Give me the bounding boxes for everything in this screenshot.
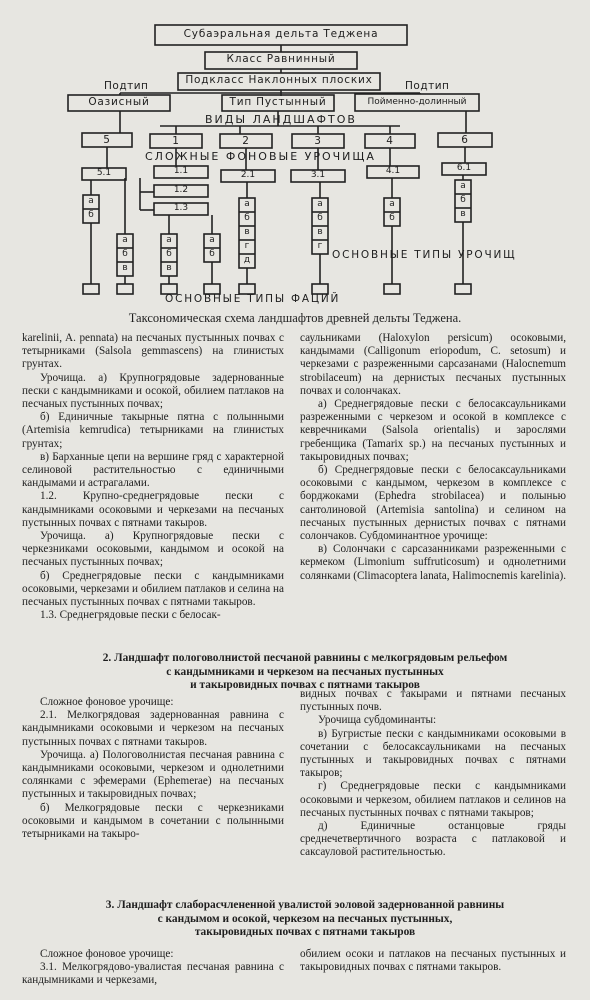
paragraph: г) Среднегрядовые пески с кандымниками осоковыми и черкезом, обилием патлаков и селинов на песчаных пустынных почвах с пятнами такыров; (300, 780, 566, 819)
subclass-box: Подкласс Наклонных плоских (185, 74, 373, 86)
type-oasis-box: Оазисный (88, 96, 150, 108)
tract-letter: а (244, 199, 250, 209)
species-label: ВИДЫ ЛАНДШАФТОВ (205, 113, 357, 126)
main-facies-label: ОСНОВНЫЕ ТИПЫ ФАЦИЙ (165, 293, 341, 305)
paragraph: Урочища. а) Крупногрядовые задернованные пески с кандымниками и осокой, обилием патлаков на песчаных пустынных почвах; (22, 371, 284, 411)
paragraph: б) Среднегрядовые пески с кандымниками осоковыми, черкезами и обилием патлаков и селина на песчаных пустынных почвах с пятнами такыров. (22, 569, 284, 609)
tract-letter: б (389, 213, 395, 223)
subtype-left-label: Подтип (104, 80, 149, 92)
tract-letter: в (166, 263, 172, 273)
tract-letter: г (244, 241, 250, 251)
heading-line: 3. Ландшафт слаборасчлененной увалистой эоловой задернованной равнины (105, 899, 505, 911)
tract-letter: в (317, 227, 323, 237)
paragraph: д) Единичные останцовые гряды среднечетвертичного возраста с патлаковой и саксауловой растительностью. (300, 820, 566, 859)
main-tract-label: ОСНОВНЫЕ ТИПЫ УРОЧИЩ (332, 249, 517, 261)
complex-2-1: 2.1 (240, 170, 256, 180)
tract-letter: б (244, 213, 250, 223)
tract-letter: б (460, 195, 466, 205)
tract-letter: а (166, 235, 172, 245)
tract-letter: а (317, 199, 323, 209)
figure-caption: Таксономическая схема ландшафтов древней дельты Теджена. (128, 311, 462, 325)
taxonomy-diagram (0, 0, 590, 305)
tract-letter: а (88, 196, 94, 206)
paragraph: Урочища. а) Пологоволнистая песчаная равнина с кандымниками осоковыми, черкезом и однолетними солянками с эфемерами (Ephemerae) на песчаных пустынных и такыровидных почвах; (22, 748, 284, 801)
complex-5-1: 5.1 (96, 168, 112, 178)
species-6: 6 (461, 134, 469, 146)
text-column-left (22, 332, 284, 622)
paragraph: в) Барханные цепи на вершине гряд с характерной селиновой растительностью с единичными кандымами и астрагалами. (22, 450, 284, 490)
heading-line: с кандымом и осокой, черкезом на песчаных пустынных, (157, 912, 453, 925)
tract-letter: в (460, 209, 466, 219)
type-desert-box: Тип Пустынный (229, 96, 327, 108)
tract-letter: д (243, 255, 251, 265)
species-4: 4 (386, 135, 394, 147)
species-1: 1 (172, 135, 180, 147)
heading-line: такыровидных почвах с пятнами такыров (194, 926, 416, 939)
species-3: 3 (314, 135, 322, 147)
subtype-right-label: Подтип (405, 80, 450, 92)
tract-letter: г (317, 241, 323, 251)
paragraph: б) Мелкогрядовые пески с черкезниками осоковыми и кандымом в сочетании с полынными тетырниками на такыро- (22, 801, 284, 841)
paragraph: саульниками (Haloxylon persicum) осоковыми, кандымами (Calligonum eriopodum, C. setosum) и черкезами с разреженными сарсазанами (Halocnemum strobilaceum) на дернистых песчаных пустынных почвах и солончаках. (300, 332, 566, 397)
tract-letter: б (317, 213, 323, 223)
tract-letter: в (122, 263, 128, 273)
complex-1-3: 1.3 (173, 203, 189, 213)
text-column-right (300, 332, 566, 583)
tract-letter: б (122, 249, 128, 259)
section-2-right (300, 688, 566, 860)
complex-6-1: 6.1 (456, 163, 472, 173)
paragraph: видных почвах с такырами и пятнами песчаных пустынных почв. (300, 688, 566, 714)
species-5: 5 (103, 134, 111, 146)
heading-line: и такыровидных почвах с пятнами такыров (190, 679, 420, 692)
complex-1-2: 1.2 (173, 185, 189, 195)
tract-letter: б (209, 249, 215, 259)
heading-line: 2. Ландшафт пологоволнистой песчаной равнины с мелкогрядовым рельефом (102, 652, 508, 664)
paragraph: обилием осоки и патлаков на песчаных пустынных и такыровидных почвах с пятнами такыров. (300, 948, 566, 974)
paragraph: в) Солончаки с сарсазанниками разреженными с кермеком (Limonium suffruticosum) и однолетними солянками (Climacoptera lanata, Halimocnemis karelinia). (300, 543, 567, 582)
paragraph: Сложное фоновое урочище: (40, 948, 174, 960)
type-flood-box: Пойменно-долинный (367, 97, 467, 107)
section-2-left (22, 696, 284, 841)
section-2-heading (40, 652, 570, 693)
heading-line: с кандымниками и черкезом на песчаных пустынных (166, 665, 444, 678)
paragraph: Урочища субдоминанты: (318, 714, 437, 727)
tract-letter: б (166, 249, 172, 259)
class-box: Класс Равнинный (226, 53, 336, 65)
tract-letter: а (460, 181, 466, 191)
complex-1-1: 1.1 (173, 166, 189, 176)
paragraph: karelinii, A. pennata) на песчаных пустынных почвах с тетырниками (Salsola gemmascens) на глинистых грунтах. (22, 332, 284, 371)
paragraph: 2.1. Мелкогрядовая задернованная равнина с кандымниками осоковыми и черкезом на песчаных пустынных почвах с пятнами такыров. (22, 709, 284, 748)
paragraph: Урочища. а) Крупногрядовые пески с черкезниками осоковыми, кандымом и осокой на песчаных пустынных почвах; (22, 530, 284, 569)
tract-letter: а (389, 199, 395, 209)
tract-letter: в (244, 227, 250, 237)
section-3-left (22, 948, 284, 988)
paragraph: а) Среднегрядовые пески с белосаксаульниками разреженными с черкезом и осокой в комплексе с кевречниками (Salsola orientalis) и зарослями гребенщика (Tamarix sp.) на песчаных пустынных и такыровидных почвах; (300, 398, 566, 463)
species-2: 2 (242, 135, 250, 147)
paragraph: в) Бугристые пески с кандымниками осоковыми в сочетании с белосаксаульниками на песчаных пустынных и такыровидных почвах с пятнами такыров; (300, 727, 566, 780)
tract-letter: б (88, 210, 94, 220)
paragraph: Сложное фоновое урочище: (40, 696, 174, 708)
paragraph: 1.2. Крупно-среднегрядовые пески с кандымниками осоковыми и черкезами на песчаных пустынных почвах с пятнами такыров. (22, 490, 284, 529)
paragraph: 3.1. Мелкогрядово-увалистая песчаная равнина с кандымниками и черкезами, (22, 961, 284, 987)
complex-3-1: 3.1 (310, 170, 326, 180)
section-3-right (300, 948, 566, 974)
complex-4-1: 4.1 (385, 166, 401, 176)
paragraph: б) Единичные такырные пятна с полынными (Artemisia kemrudica) тетырниками на глинистых грунтах; (22, 411, 284, 450)
complex-label: СЛОЖНЫЕ ФОНОВЫЕ УРОЧИЩА (145, 150, 376, 163)
paragraph: б) Среднегрядовые пески с белосаксаульниками осоковыми с кандымом, черкезом в комплексе с борджоками (Ephedra strobilacea) и полынью сантолиновой (Artemisia santolina) и селином на песчаных пустынных дернистых почвах с пятнами солончаков. Субдоминантное урочище: (300, 464, 566, 543)
section-3-heading (40, 899, 570, 940)
tract-letter: а (122, 235, 128, 245)
paragraph: 1.3. Среднегрядовые пески с белосак- (40, 609, 221, 622)
tract-letter: а (209, 235, 215, 245)
delta-box: Субаэральная дельта Теджена (183, 28, 379, 40)
